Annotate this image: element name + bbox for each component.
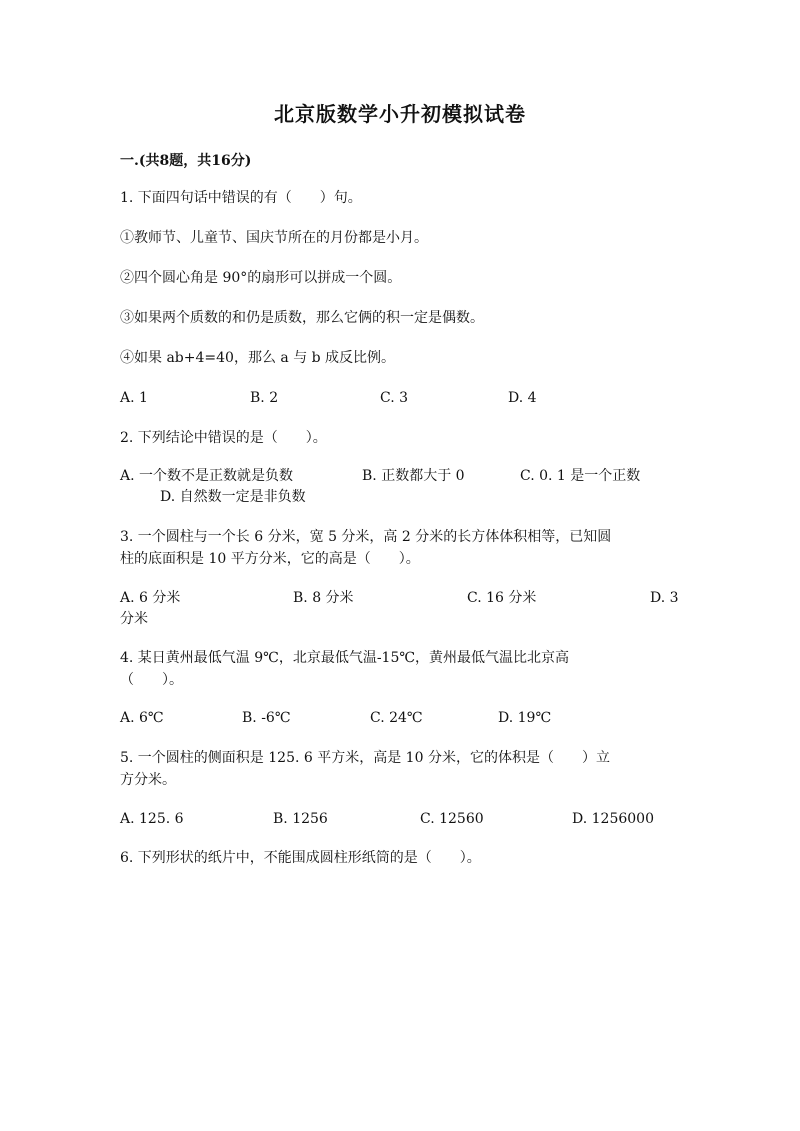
question-4-stem-line-1: 4. 某日黄州最低气温 9℃，北京最低气温-15℃，黄州最低气温比北京高: [120, 650, 570, 666]
question-4-option-b[interactable]: B. -6℃: [242, 710, 291, 726]
question-5-option-d[interactable]: D. 1256000: [572, 811, 654, 827]
question-4-stem-line-2: （ ）。: [120, 672, 183, 688]
question-3-option-a[interactable]: A. 6 分米: [120, 590, 181, 606]
question-1-statement-2: ②四个圆心角是 90°的扇形可以拼成一个圆。: [120, 270, 402, 286]
question-3-option-d-wrap: 分米: [120, 611, 148, 627]
question-6-stem: 6. 下列形状的纸片中，不能围成圆柱形纸筒的是（ ）。: [120, 850, 481, 866]
question-5-stem-line-1: 5. 一个圆柱的侧面积是 125. 6 平方米，高是 10 分米，它的体积是（ ）立: [120, 750, 610, 766]
question-3-stem-line-2: 柱的底面积是 10 平方分米，它的高是（ ）。: [120, 551, 420, 567]
question-4-option-d[interactable]: D. 19℃: [498, 710, 552, 726]
section-heading: 一.(共8题，共16分): [120, 153, 252, 169]
page-title: 北京版数学小升初模拟试卷: [274, 102, 526, 126]
question-2-option-b[interactable]: B. 正数都大于 0: [362, 468, 465, 484]
question-5-stem-line-2: 方分米。: [120, 772, 176, 788]
question-3-stem-line-1: 3. 一个圆柱与一个长 6 分米，宽 5 分米，高 2 分米的长方体体积相等，已知圆: [120, 529, 612, 545]
question-5-option-a[interactable]: A. 125. 6: [120, 811, 184, 827]
question-1-statement-4: ④如果 ab+4=40，那么 a 与 b 成反比例。: [120, 350, 396, 366]
question-5-option-b[interactable]: B. 1256: [273, 811, 328, 827]
question-4-option-c[interactable]: C. 24℃: [370, 710, 423, 726]
question-3-option-d[interactable]: D. 3: [650, 590, 679, 606]
question-2-option-a[interactable]: A. 一个数不是正数就是负数: [120, 468, 294, 484]
question-3-option-c[interactable]: C. 16 分米: [467, 590, 537, 606]
question-5-option-c[interactable]: C. 12560: [420, 811, 484, 827]
question-2-stem: 2. 下列结论中错误的是（ ）。: [120, 430, 327, 446]
question-3-option-b[interactable]: B. 8 分米: [293, 590, 354, 606]
question-1-statement-3: ③如果两个质数的和仍是质数，那么它俩的积一定是偶数。: [120, 310, 484, 326]
question-4-option-a[interactable]: A. 6℃: [120, 710, 164, 726]
question-1-option-d[interactable]: D. 4: [508, 390, 537, 406]
question-1-option-a[interactable]: A. 1: [120, 390, 148, 406]
question-1-stem: 1. 下面四句话中错误的有（ ）句。: [120, 190, 362, 206]
question-1-statement-1: ①教师节、儿童节、国庆节所在的月份都是小月。: [120, 230, 428, 246]
question-2-option-c[interactable]: C. 0. 1 是一个正数: [520, 468, 641, 484]
question-2-option-d[interactable]: D. 自然数一定是非负数: [160, 489, 306, 505]
question-1-option-c[interactable]: C. 3: [380, 390, 409, 406]
question-1-option-b[interactable]: B. 2: [250, 390, 279, 406]
